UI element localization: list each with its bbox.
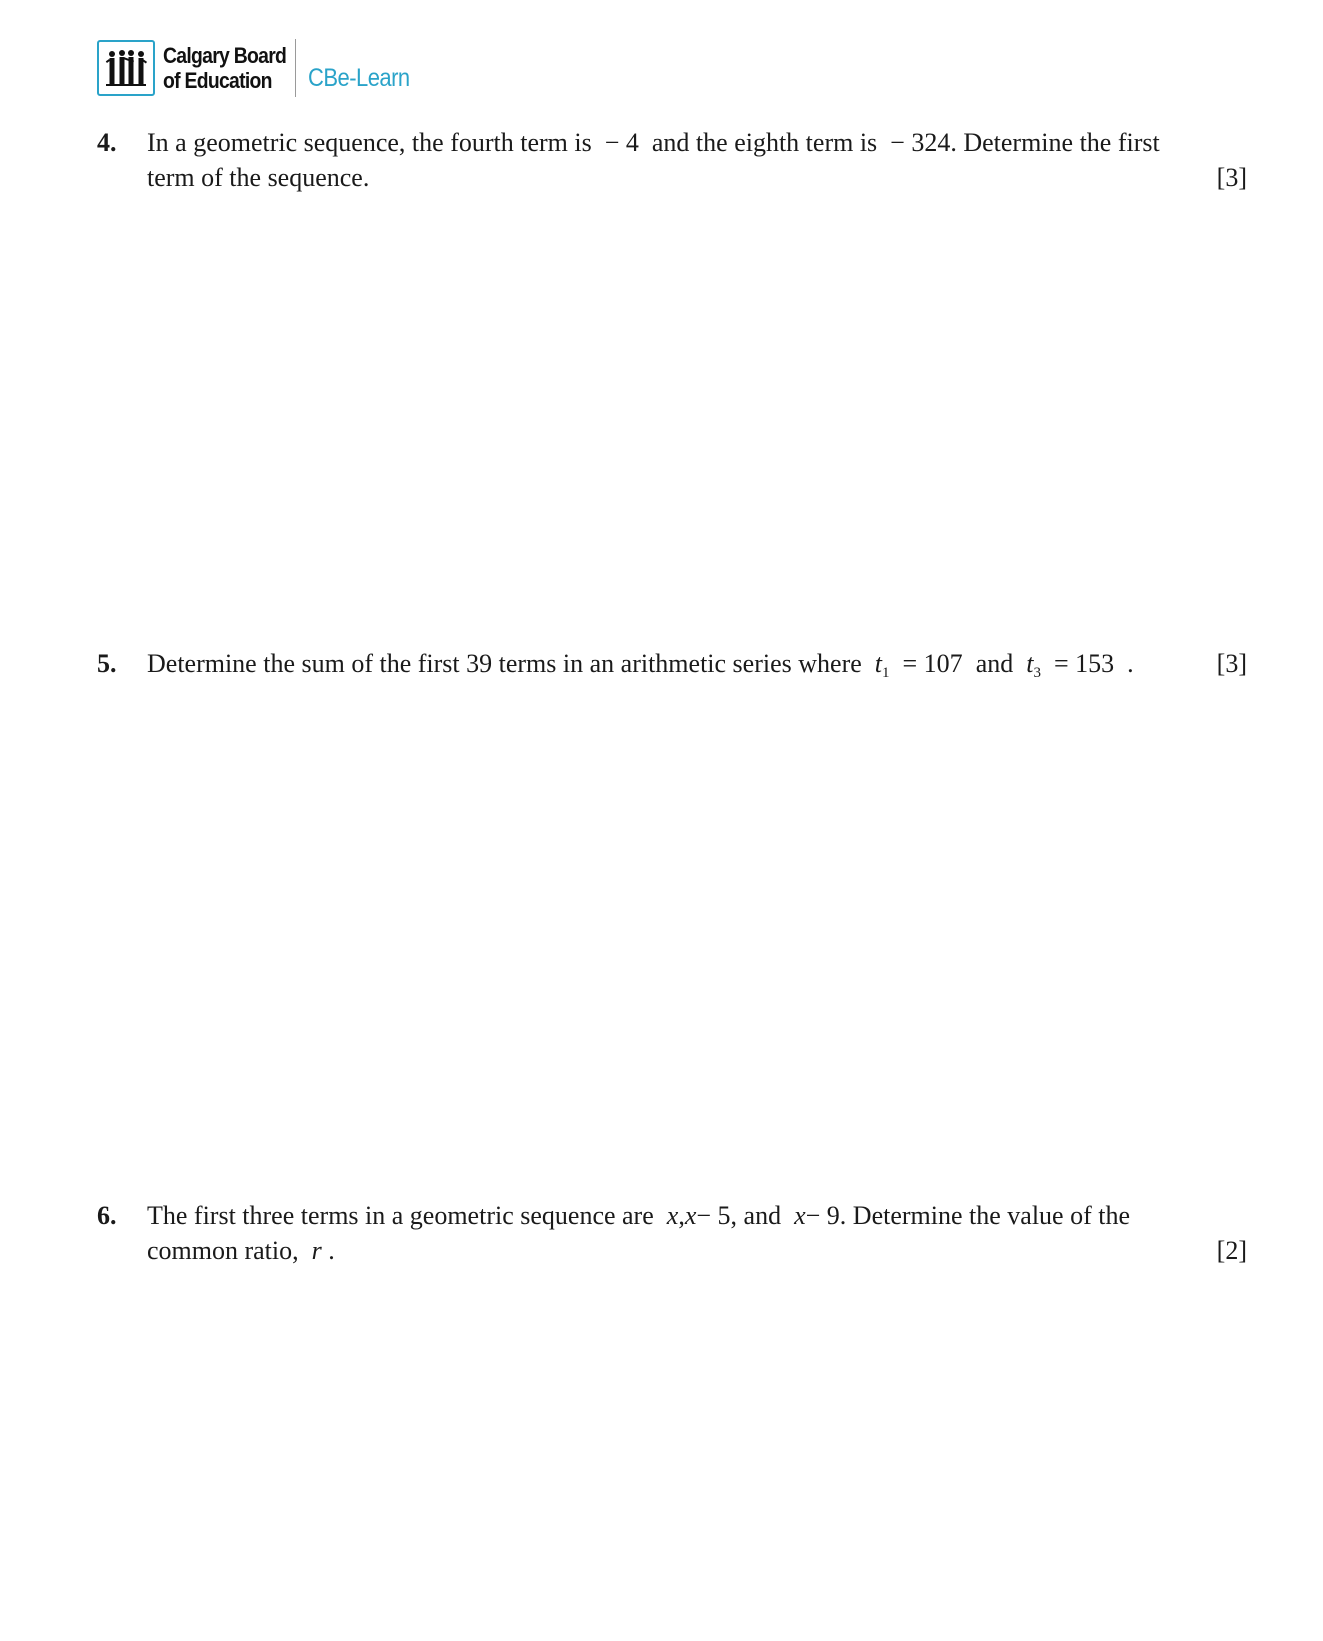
text-segment: and xyxy=(975,649,1014,678)
question-text xyxy=(147,646,1247,681)
math-subscript: 3 xyxy=(1033,665,1041,681)
cbe-logo-icon xyxy=(97,40,155,96)
question-6 xyxy=(97,1198,1247,1268)
question-number: 4. xyxy=(97,128,117,157)
text-segment: and the eighth term is xyxy=(651,128,878,157)
marks-label: [3] xyxy=(1216,163,1247,192)
question-number: 6. xyxy=(97,1201,117,1230)
org-name-line2: of Education xyxy=(163,68,272,93)
text-segment: common ratio, xyxy=(147,1236,299,1265)
question-5 xyxy=(97,646,1247,681)
header-divider xyxy=(295,39,296,97)
math-variable: t xyxy=(874,649,883,678)
math-variable: t xyxy=(1026,649,1034,678)
text-segment: . Determine the value of the xyxy=(839,1201,1131,1230)
math-value: = 107 xyxy=(902,649,963,678)
org-name xyxy=(163,43,286,93)
marks-label: [2] xyxy=(1216,1236,1247,1265)
text-segment: The first three terms in a geometric sequence are xyxy=(147,1201,654,1230)
math-variable: r xyxy=(311,1236,322,1265)
text-segment: In a geometric sequence, the fourth term is xyxy=(147,128,592,157)
question-4 xyxy=(97,125,1247,195)
question-text xyxy=(147,1198,1247,1268)
math-variable: x xyxy=(666,1201,679,1230)
text-segment: . xyxy=(1127,649,1134,678)
math-value: − 5 xyxy=(696,1201,731,1230)
text-segment: term of the sequence. xyxy=(147,163,370,192)
question-text xyxy=(147,125,1247,195)
text-segment: . Determine the first xyxy=(950,128,1160,157)
math-variable: x xyxy=(794,1201,806,1230)
page-header xyxy=(97,38,423,98)
figures-icon xyxy=(104,48,148,88)
math-value: − 9 xyxy=(805,1201,840,1230)
math-separator: , xyxy=(678,1201,685,1230)
text-segment: Determine the sum of the first 39 terms in an arithmetic series where xyxy=(147,649,862,678)
text-segment: , and xyxy=(730,1201,782,1230)
math-value: − 324 xyxy=(890,128,951,157)
question-number: 5. xyxy=(97,649,117,678)
math-value: = 153 xyxy=(1053,649,1115,678)
math-subscript: 1 xyxy=(882,665,890,681)
org-name-line1: Calgary Board xyxy=(163,43,287,68)
question-line-1 xyxy=(147,125,1247,160)
question-line-2 xyxy=(147,1233,1247,1268)
text-segment: . xyxy=(328,1236,335,1265)
marks-label: [3] xyxy=(1216,649,1247,678)
question-line-2 xyxy=(147,160,1247,195)
question-line-1 xyxy=(147,646,1247,681)
question-line-1 xyxy=(147,1198,1247,1233)
brand-name: CBe-Learn xyxy=(307,63,410,92)
math-value: − 4 xyxy=(604,128,639,157)
math-variable: x xyxy=(684,1201,697,1230)
